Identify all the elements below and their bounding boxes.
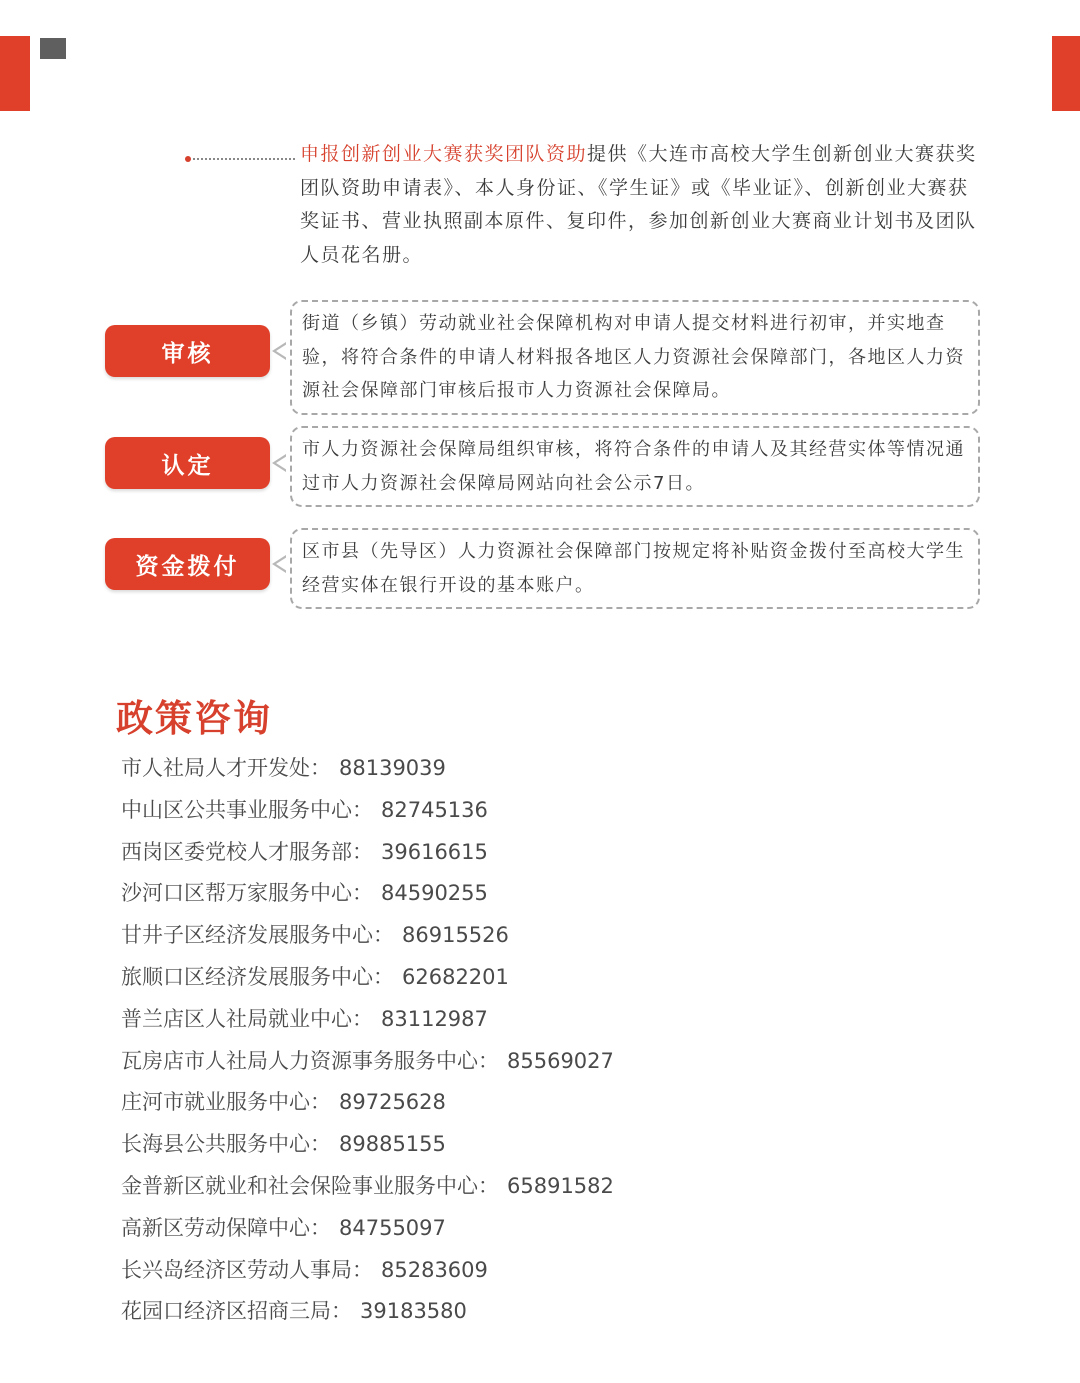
contact-phone: 88139039 bbox=[339, 756, 446, 780]
contact-item bbox=[121, 1124, 614, 1166]
contact-name: 金普新区就业和社会保险事业服务中心 bbox=[121, 1173, 478, 1198]
contact-separator: ： bbox=[310, 1132, 331, 1157]
contact-phone: 86915526 bbox=[402, 923, 509, 948]
contact-name: 瓦房店市人社局人力资源事务服务中心 bbox=[121, 1048, 478, 1073]
pointer-arrow-icon bbox=[272, 454, 286, 472]
contact-phone: 39183580 bbox=[360, 1299, 467, 1324]
contact-name: 花园口经济区招商三局 bbox=[121, 1299, 331, 1324]
intro-paragraph bbox=[300, 138, 980, 272]
contact-item bbox=[121, 1250, 614, 1292]
contact-item bbox=[121, 790, 614, 832]
contact-item bbox=[121, 1082, 614, 1124]
contact-phone: 84590255 bbox=[381, 881, 488, 906]
contact-phone: 39616615 bbox=[381, 839, 488, 864]
contact-name: 高新区劳动保障中心 bbox=[121, 1215, 310, 1240]
leader-line bbox=[193, 158, 295, 160]
contact-phone: 85283609 bbox=[381, 1257, 488, 1282]
pointer-arrow-icon bbox=[272, 342, 286, 360]
contact-name: 旅顺口区经济发展服务中心 bbox=[121, 964, 373, 989]
contact-name: 普兰店区人社局就业中心 bbox=[121, 1006, 352, 1031]
step-label-confirm: 认定 bbox=[105, 437, 270, 489]
contact-phone: 84755097 bbox=[339, 1215, 446, 1240]
contact-name: 庄河市就业服务中心 bbox=[121, 1090, 310, 1115]
contact-separator: ： bbox=[352, 839, 373, 864]
corner-square-marker bbox=[40, 38, 66, 59]
contact-name: 西岗区委党校人才服务部 bbox=[121, 839, 352, 864]
contact-separator: ： bbox=[478, 1048, 499, 1073]
contact-separator: ： bbox=[352, 797, 373, 822]
contact-separator: ： bbox=[373, 923, 394, 948]
pointer-arrow-icon bbox=[272, 555, 286, 573]
contact-name: 长海县公共服务中心 bbox=[121, 1132, 310, 1157]
contact-separator: ： bbox=[352, 1257, 373, 1282]
step-label-review: 审核 bbox=[105, 325, 270, 377]
contact-item bbox=[121, 1166, 614, 1208]
contact-name: 中山区公共事业服务中心 bbox=[121, 797, 352, 822]
contact-separator: ： bbox=[310, 1090, 331, 1115]
contact-name: 沙河口区帮万家服务中心 bbox=[121, 881, 352, 906]
contact-item bbox=[121, 999, 614, 1041]
corner-accent-left bbox=[0, 36, 30, 111]
contact-name: 长兴岛经济区劳动人事局 bbox=[121, 1257, 352, 1282]
contact-phone: 89885155 bbox=[339, 1132, 446, 1157]
contact-separator: ： bbox=[352, 1006, 373, 1031]
bullet-dot-icon bbox=[185, 156, 191, 162]
corner-accent-right bbox=[1052, 36, 1080, 111]
contact-phone: 85569027 bbox=[507, 1048, 614, 1073]
contact-separator: ： bbox=[352, 881, 373, 906]
contact-item bbox=[121, 1291, 614, 1333]
contact-item bbox=[121, 873, 614, 915]
contact-phone: 82745136 bbox=[381, 797, 488, 822]
contact-item bbox=[121, 957, 614, 999]
contact-item bbox=[121, 1041, 614, 1083]
step-desc-confirm: 市人力资源社会保障局组织审核，将符合条件的申请人及其经营实体等情况通过市人力资源社会保障局网站向社会公示7日。 bbox=[290, 426, 980, 507]
contact-separator: ： bbox=[373, 964, 394, 989]
contact-separator: ： bbox=[478, 1173, 499, 1198]
step-desc-funding: 区市县（先导区）人力资源社会保障部门按规定将补贴资金拨付至高校大学生经营实体在银行开设的基本账户。 bbox=[290, 528, 980, 609]
intro-text: 提供《大连市高校大学生创新创业大赛获奖团队资助申请表》、本人身份证、《学生证》或《毕业证》、创新创业大赛获奖证书、营业执照副本原件、复印件，参加创新创业大赛商业计划书及团队人员花名册。 bbox=[300, 143, 977, 266]
contact-item bbox=[121, 915, 614, 957]
intro-highlight: 申报创新创业大赛获奖团队资助 bbox=[300, 143, 588, 165]
step-label-funding: 资金拨付 bbox=[105, 538, 270, 590]
step-desc-review: 街道（乡镇）劳动就业社会保障机构对申请人提交材料进行初审，并实地查验，将符合条件的申请人材料报各地区人力资源社会保障部门，各地区人力资源社会保障部门审核后报市人力资源社会保障局。 bbox=[290, 300, 980, 415]
contact-separator: ： bbox=[331, 1299, 352, 1324]
contact-phone: 83112987 bbox=[381, 1006, 488, 1031]
contact-item bbox=[121, 748, 614, 790]
contact-separator: ： bbox=[310, 756, 331, 780]
section-title-policy-consult: 政策咨询 bbox=[116, 697, 272, 740]
contact-separator: ： bbox=[310, 1215, 331, 1240]
contact-phone: 89725628 bbox=[339, 1090, 446, 1115]
contact-name: 甘井子区经济发展服务中心 bbox=[121, 923, 373, 948]
contact-item bbox=[121, 1208, 614, 1250]
contact-list bbox=[121, 748, 614, 1333]
contact-item bbox=[121, 832, 614, 874]
contact-name: 市人社局人才开发处 bbox=[121, 756, 310, 780]
contact-phone: 62682201 bbox=[402, 964, 509, 989]
contact-phone: 65891582 bbox=[507, 1173, 614, 1198]
